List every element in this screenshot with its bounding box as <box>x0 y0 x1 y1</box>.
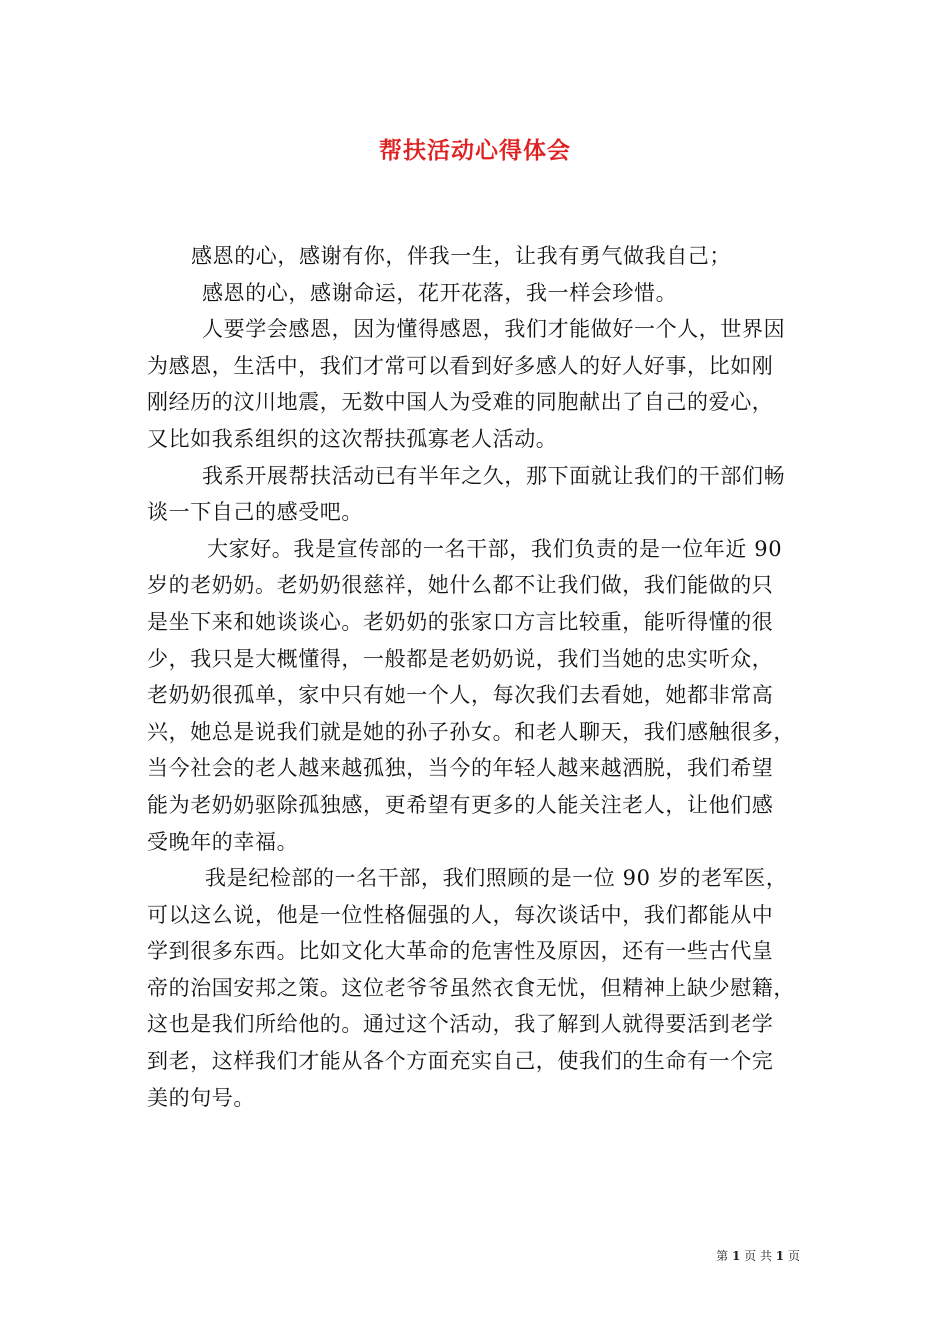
document-title: 帮扶活动心得体会 <box>379 137 571 164</box>
text-line: 受晚年的幸福。 <box>147 829 299 854</box>
text-line: 感恩的心，感谢命运，花开花落，我一样会珍惜。 <box>202 280 678 305</box>
page-footer <box>716 1247 800 1264</box>
text-line: 我是纪检部的一名干部，我们照顾的是一位 90 岁的老军医， <box>205 866 788 891</box>
text-line: 美的句号。 <box>147 1085 255 1110</box>
footer-page-number: 1 <box>731 1249 741 1263</box>
text-line: 当今社会的老人越来越孤独，当今的年轻人越来越洒脱，我们希望 <box>147 756 774 781</box>
footer-prefix: 第 <box>716 1249 729 1263</box>
text-line: 又比如我系组织的这次帮扶孤寡老人活动。 <box>147 426 558 451</box>
text-line: 兴，她总是说我们就是她的孙子孙女。和老人聊天，我们感触很多， <box>147 719 795 744</box>
text-line: 这也是我们所给他的。通过这个活动，我了解到人就得要活到老学 <box>147 1012 774 1037</box>
text-line: 是坐下来和她谈谈心。老奶奶的张家口方言比较重，能听得懂的很 <box>147 609 774 634</box>
text-line: 可以这么说，他是一位性格倔强的人，每次谈话中，我们都能从中 <box>147 902 774 927</box>
text-line: 到老，这样我们才能从各个方面充实自己，使我们的生命有一个完 <box>147 1049 774 1074</box>
text-line: 能为老奶奶驱除孤独感，更希望有更多的人能关注老人，让他们感 <box>147 792 774 817</box>
text-line: 岁的老奶奶。老奶奶很慈祥，她什么都不让我们做，我们能做的只 <box>147 573 774 598</box>
text-line: 老奶奶很孤单，家中只有她一个人，每次我们去看她，她都非常高 <box>147 683 774 708</box>
text-line: 为感恩，生活中，我们才常可以看到好多感人的好人好事，比如刚 <box>147 353 774 378</box>
text-line: 帝的治国安邦之策。这位老爷爷虽然衣食无忧，但精神上缺少慰籍， <box>147 975 795 1000</box>
text-line: 感恩的心，感谢有你，伴我一生，让我有勇气做我自己； <box>191 244 731 268</box>
footer-middle: 页 共 <box>744 1249 772 1263</box>
text-line: 人要学会感恩，因为懂得感恩，我们才能做好一个人，世界因 <box>202 317 786 342</box>
document-body <box>147 238 825 1116</box>
footer-suffix: 页 <box>787 1249 800 1263</box>
text-line: 我系开展帮扶活动已有半年之久，那下面就让我们的干部们畅 <box>202 463 786 488</box>
text-line: 少，我只是大概懂得，一般都是老奶奶说，我们当她的忠实听众， <box>147 646 774 671</box>
text-line: 谈一下自己的感受吧。 <box>147 500 363 525</box>
text-line: 学到很多东西。比如文化大革命的危害性及原因，还有一些古代皇 <box>147 939 774 964</box>
text-line: 大家好。我是宣传部的一名干部，我们负责的是一位年近 90 <box>207 536 783 561</box>
footer-total-pages: 1 <box>775 1249 785 1263</box>
text-line: 刚经历的汶川地震，无数中国人为受难的同胞献出了自己的爱心， <box>147 390 774 415</box>
